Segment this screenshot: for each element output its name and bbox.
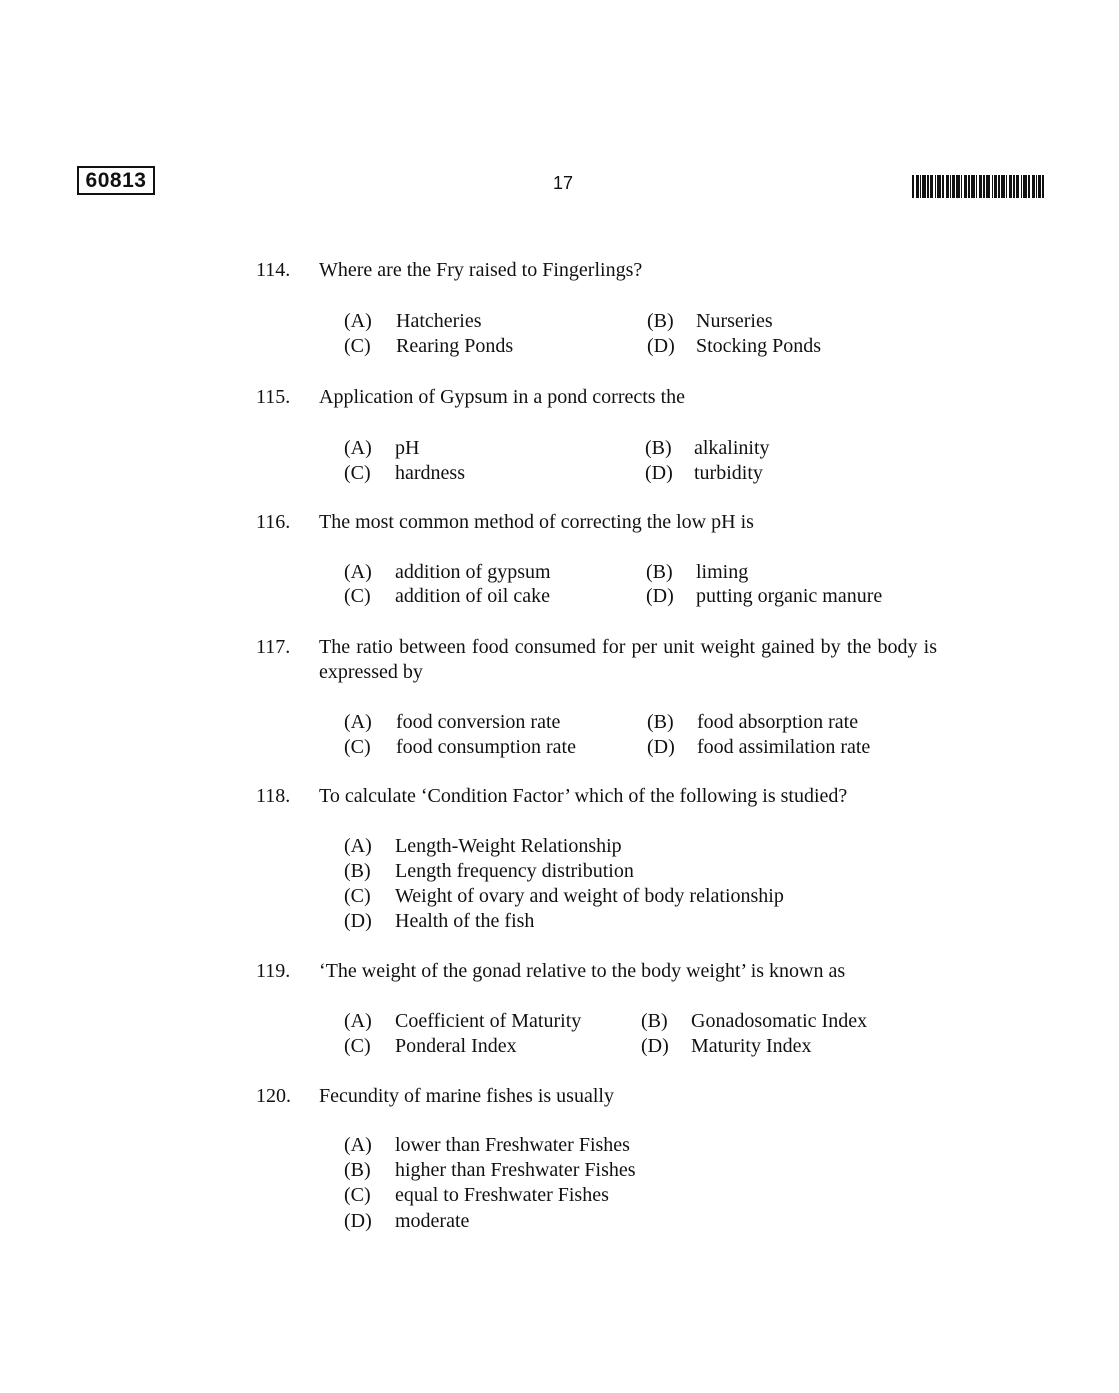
- question-text: To calculate ‘Condition Factor’ which of the following is studied?: [319, 785, 848, 807]
- option-text: Ponderal Index: [395, 1035, 517, 1057]
- question-number: 115.: [256, 386, 291, 408]
- option-key: (B): [344, 860, 371, 882]
- option-text: Hatcheries: [396, 310, 482, 332]
- question-text: Fecundity of marine fishes is usually: [319, 1085, 614, 1107]
- option-key: (B): [647, 711, 674, 733]
- question-text: The ratio between food consumed for per unit weight gained by the body is expressed by: [319, 636, 937, 683]
- page-number: 17: [552, 173, 574, 193]
- option-text: moderate: [395, 1210, 470, 1232]
- question-text: Application of Gypsum in a pond corrects the: [319, 386, 686, 408]
- option-text: Weight of ovary and weight of body relationship: [395, 885, 784, 907]
- option-text: Coefficient of Maturity: [395, 1010, 582, 1032]
- option-text: food consumption rate: [396, 736, 576, 758]
- option-key: (A): [344, 1134, 372, 1156]
- option-key: (A): [344, 835, 372, 857]
- option-text: Maturity Index: [691, 1035, 812, 1057]
- option-key: (A): [344, 561, 372, 583]
- option-text: Length-Weight Relationship: [395, 835, 622, 857]
- option-key: (C): [344, 736, 371, 758]
- option-key: (A): [344, 711, 372, 733]
- option-key: (D): [344, 910, 372, 932]
- option-text: addition of gypsum: [395, 561, 551, 583]
- option-key: (A): [344, 1010, 372, 1032]
- option-key: (D): [344, 1210, 372, 1232]
- option-key: (D): [641, 1035, 669, 1057]
- question-text: Where are the Fry raised to Fingerlings?: [319, 259, 643, 281]
- option-key: (C): [344, 585, 371, 607]
- barcode-image: [912, 175, 1044, 198]
- option-text: lower than Freshwater Fishes: [395, 1134, 630, 1156]
- option-key: (C): [344, 335, 371, 357]
- question-text: The most common method of correcting the low pH is: [319, 511, 754, 533]
- option-text: pH: [395, 437, 420, 459]
- option-text: liming: [696, 561, 749, 583]
- option-text: equal to Freshwater Fishes: [395, 1184, 609, 1206]
- option-key: (A): [344, 437, 372, 459]
- option-text: turbidity: [694, 462, 763, 484]
- question-number: 120.: [256, 1085, 291, 1107]
- option-text: Rearing Ponds: [396, 335, 514, 357]
- option-text: food conversion rate: [396, 711, 561, 733]
- question-number: 119.: [256, 960, 291, 982]
- option-text: food absorption rate: [697, 711, 859, 733]
- option-key: (D): [647, 335, 675, 357]
- option-key: (C): [344, 462, 371, 484]
- option-text: Gonadosomatic Index: [691, 1010, 868, 1032]
- option-text: Length frequency distribution: [395, 860, 634, 882]
- option-key: (D): [645, 462, 673, 484]
- option-text: Stocking Ponds: [696, 335, 822, 357]
- option-key: (B): [641, 1010, 668, 1032]
- option-text: alkalinity: [694, 437, 770, 459]
- option-key: (C): [344, 885, 371, 907]
- option-key: (D): [646, 585, 674, 607]
- question-text: ‘The weight of the gonad relative to the body weight’ is known as: [319, 960, 846, 982]
- option-key: (D): [647, 736, 675, 758]
- option-text: Nurseries: [696, 310, 773, 332]
- option-text: food assimilation rate: [697, 736, 871, 758]
- option-text: Health of the fish: [395, 910, 535, 932]
- question-number: 114.: [256, 259, 291, 281]
- option-text: hardness: [395, 462, 465, 484]
- option-key: (C): [344, 1035, 371, 1057]
- option-text: addition of oil cake: [395, 585, 550, 607]
- option-key: (B): [646, 561, 673, 583]
- question-number: 116.: [256, 511, 291, 533]
- option-key: (B): [344, 1159, 371, 1181]
- paper-code-box: 60813: [77, 166, 155, 195]
- question-number: 117.: [256, 636, 291, 658]
- question-number: 118.: [256, 785, 291, 807]
- option-key: (A): [344, 310, 372, 332]
- option-text: higher than Freshwater Fishes: [395, 1159, 636, 1181]
- option-key: (B): [645, 437, 672, 459]
- option-text: putting organic manure: [696, 585, 883, 607]
- option-key: (C): [344, 1184, 371, 1206]
- option-key: (B): [647, 310, 674, 332]
